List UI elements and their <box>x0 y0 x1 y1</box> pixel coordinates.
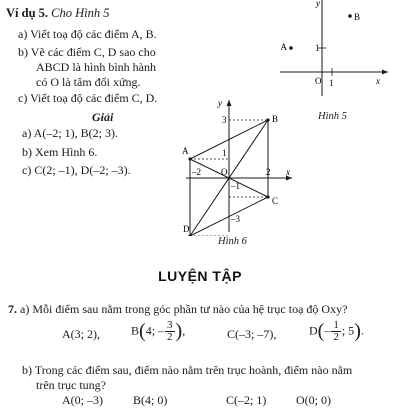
figure6-y-arrow <box>227 100 232 106</box>
example-part-b-line1: b) Vẽ các điểm C, D sao cho <box>18 45 156 59</box>
figure6-caption: Hình 6 <box>218 236 247 247</box>
figure6-x-label: x <box>286 167 290 177</box>
figure5-x-arrow <box>382 70 388 75</box>
figure6-tick-xm2: –2 <box>192 167 201 177</box>
figure6-point-B <box>266 118 269 121</box>
exercise7-b-point-A: A(0; –3) <box>62 393 103 407</box>
figure6-tick-ym3: –3 <box>231 214 240 224</box>
exercise7-point-A: A(3; 2), <box>62 327 100 341</box>
figure5-point-A <box>289 46 293 50</box>
exercise7-point-D-fraction: $\frac{1}{2}$ <box>333 319 339 343</box>
figure6-tick-x2: 2 <box>266 167 271 177</box>
exercise7-point-C: C(–3; –7), <box>227 327 277 341</box>
exercise7-question-b-line1: b) Trong các điểm sau, điểm nào nằm trên trục hoành, điểm nào nằm <box>22 363 353 377</box>
figure6-y-label: y <box>218 98 222 108</box>
figure5-plot <box>270 0 400 110</box>
figure5-origin: O <box>315 76 322 86</box>
exercise7-point-D-y: ; 5 <box>341 323 355 338</box>
exercise7-point-B: B(4; – $\frac{3}{2}$ ), <box>131 319 186 343</box>
figure6-origin: O <box>221 167 228 177</box>
exercise7-question-a <box>8 302 347 317</box>
solution-part-a: a) A(–2; 1), B(2; 3). <box>22 126 118 140</box>
figure6-label-A: A <box>182 146 189 156</box>
figure5-caption: Hình 5 <box>318 111 347 122</box>
exercise7-b-point-B: B(4; 0) <box>133 393 168 407</box>
exercise7-point-B-x: 4; – <box>145 323 165 338</box>
example-label: Ví dụ 5. <box>6 6 49 20</box>
exercise7-point-D-letter: D <box>309 323 318 338</box>
exercise7-b-point-C: C(–2; 1) <box>226 393 267 407</box>
figure6-point-C <box>266 195 269 198</box>
figure5-tick-x-label: 1 <box>329 78 334 88</box>
figure5-x-label: x <box>376 76 380 86</box>
figure6-label-D: D <box>183 224 190 234</box>
figure6-label-C: C <box>272 196 279 206</box>
figure5-label-A: A <box>280 42 287 52</box>
figure6-tick-y1: 1 <box>222 148 227 158</box>
exercise7-point-D: D(– $\frac{1}{2}$ ; 5). <box>309 319 364 343</box>
figure6-tick-ym1: –1 <box>231 181 240 191</box>
example-part-b-line2: ABCD là hình bình hành <box>36 60 156 74</box>
exercise7-number: 7. <box>8 302 17 316</box>
solution-part-c: c) C(2; –1), D(–2; –3). <box>22 163 131 177</box>
solution-title: Giải <box>92 110 114 124</box>
exercise7-question-a-text: a) Mỗi điểm sau nằm trong góc phần tư nào của hệ trục toạ độ Oxy? <box>20 302 348 316</box>
figure6-label-B: B <box>272 114 279 124</box>
example-part-a: a) Viết toạ độ các điểm A, B. <box>18 27 157 41</box>
figure6-point-A <box>188 157 191 160</box>
exercise7-point-D-sign: – <box>324 323 331 338</box>
figure5-label-B: B <box>354 12 361 22</box>
figure6-tick-y3: 3 <box>222 115 227 125</box>
example-part-b-line3: có O là tâm đối xứng. <box>36 75 141 89</box>
figure5-tick-y-label: 1 <box>315 43 320 53</box>
exercise7-point-B-letter: B <box>131 323 140 338</box>
example-part-c: c) Viết toạ độ các điểm C, D. <box>18 91 158 105</box>
figure5-point-B <box>348 14 352 18</box>
figure6-plot <box>180 96 300 236</box>
exercise7-point-B-fraction: $\frac{3}{2}$ <box>167 319 173 343</box>
section-title: LUYỆN TẬP <box>158 268 242 284</box>
figure5-y-label: y <box>316 0 320 8</box>
exercise7-question-b-line2: trên trục tung? <box>36 378 106 392</box>
example-intro: Cho Hình 5 <box>51 6 110 20</box>
solution-part-b: b) Xem Hình 6. <box>22 145 98 159</box>
example-heading <box>6 6 110 21</box>
exercise7-b-point-O: O(0; 0) <box>296 393 331 407</box>
